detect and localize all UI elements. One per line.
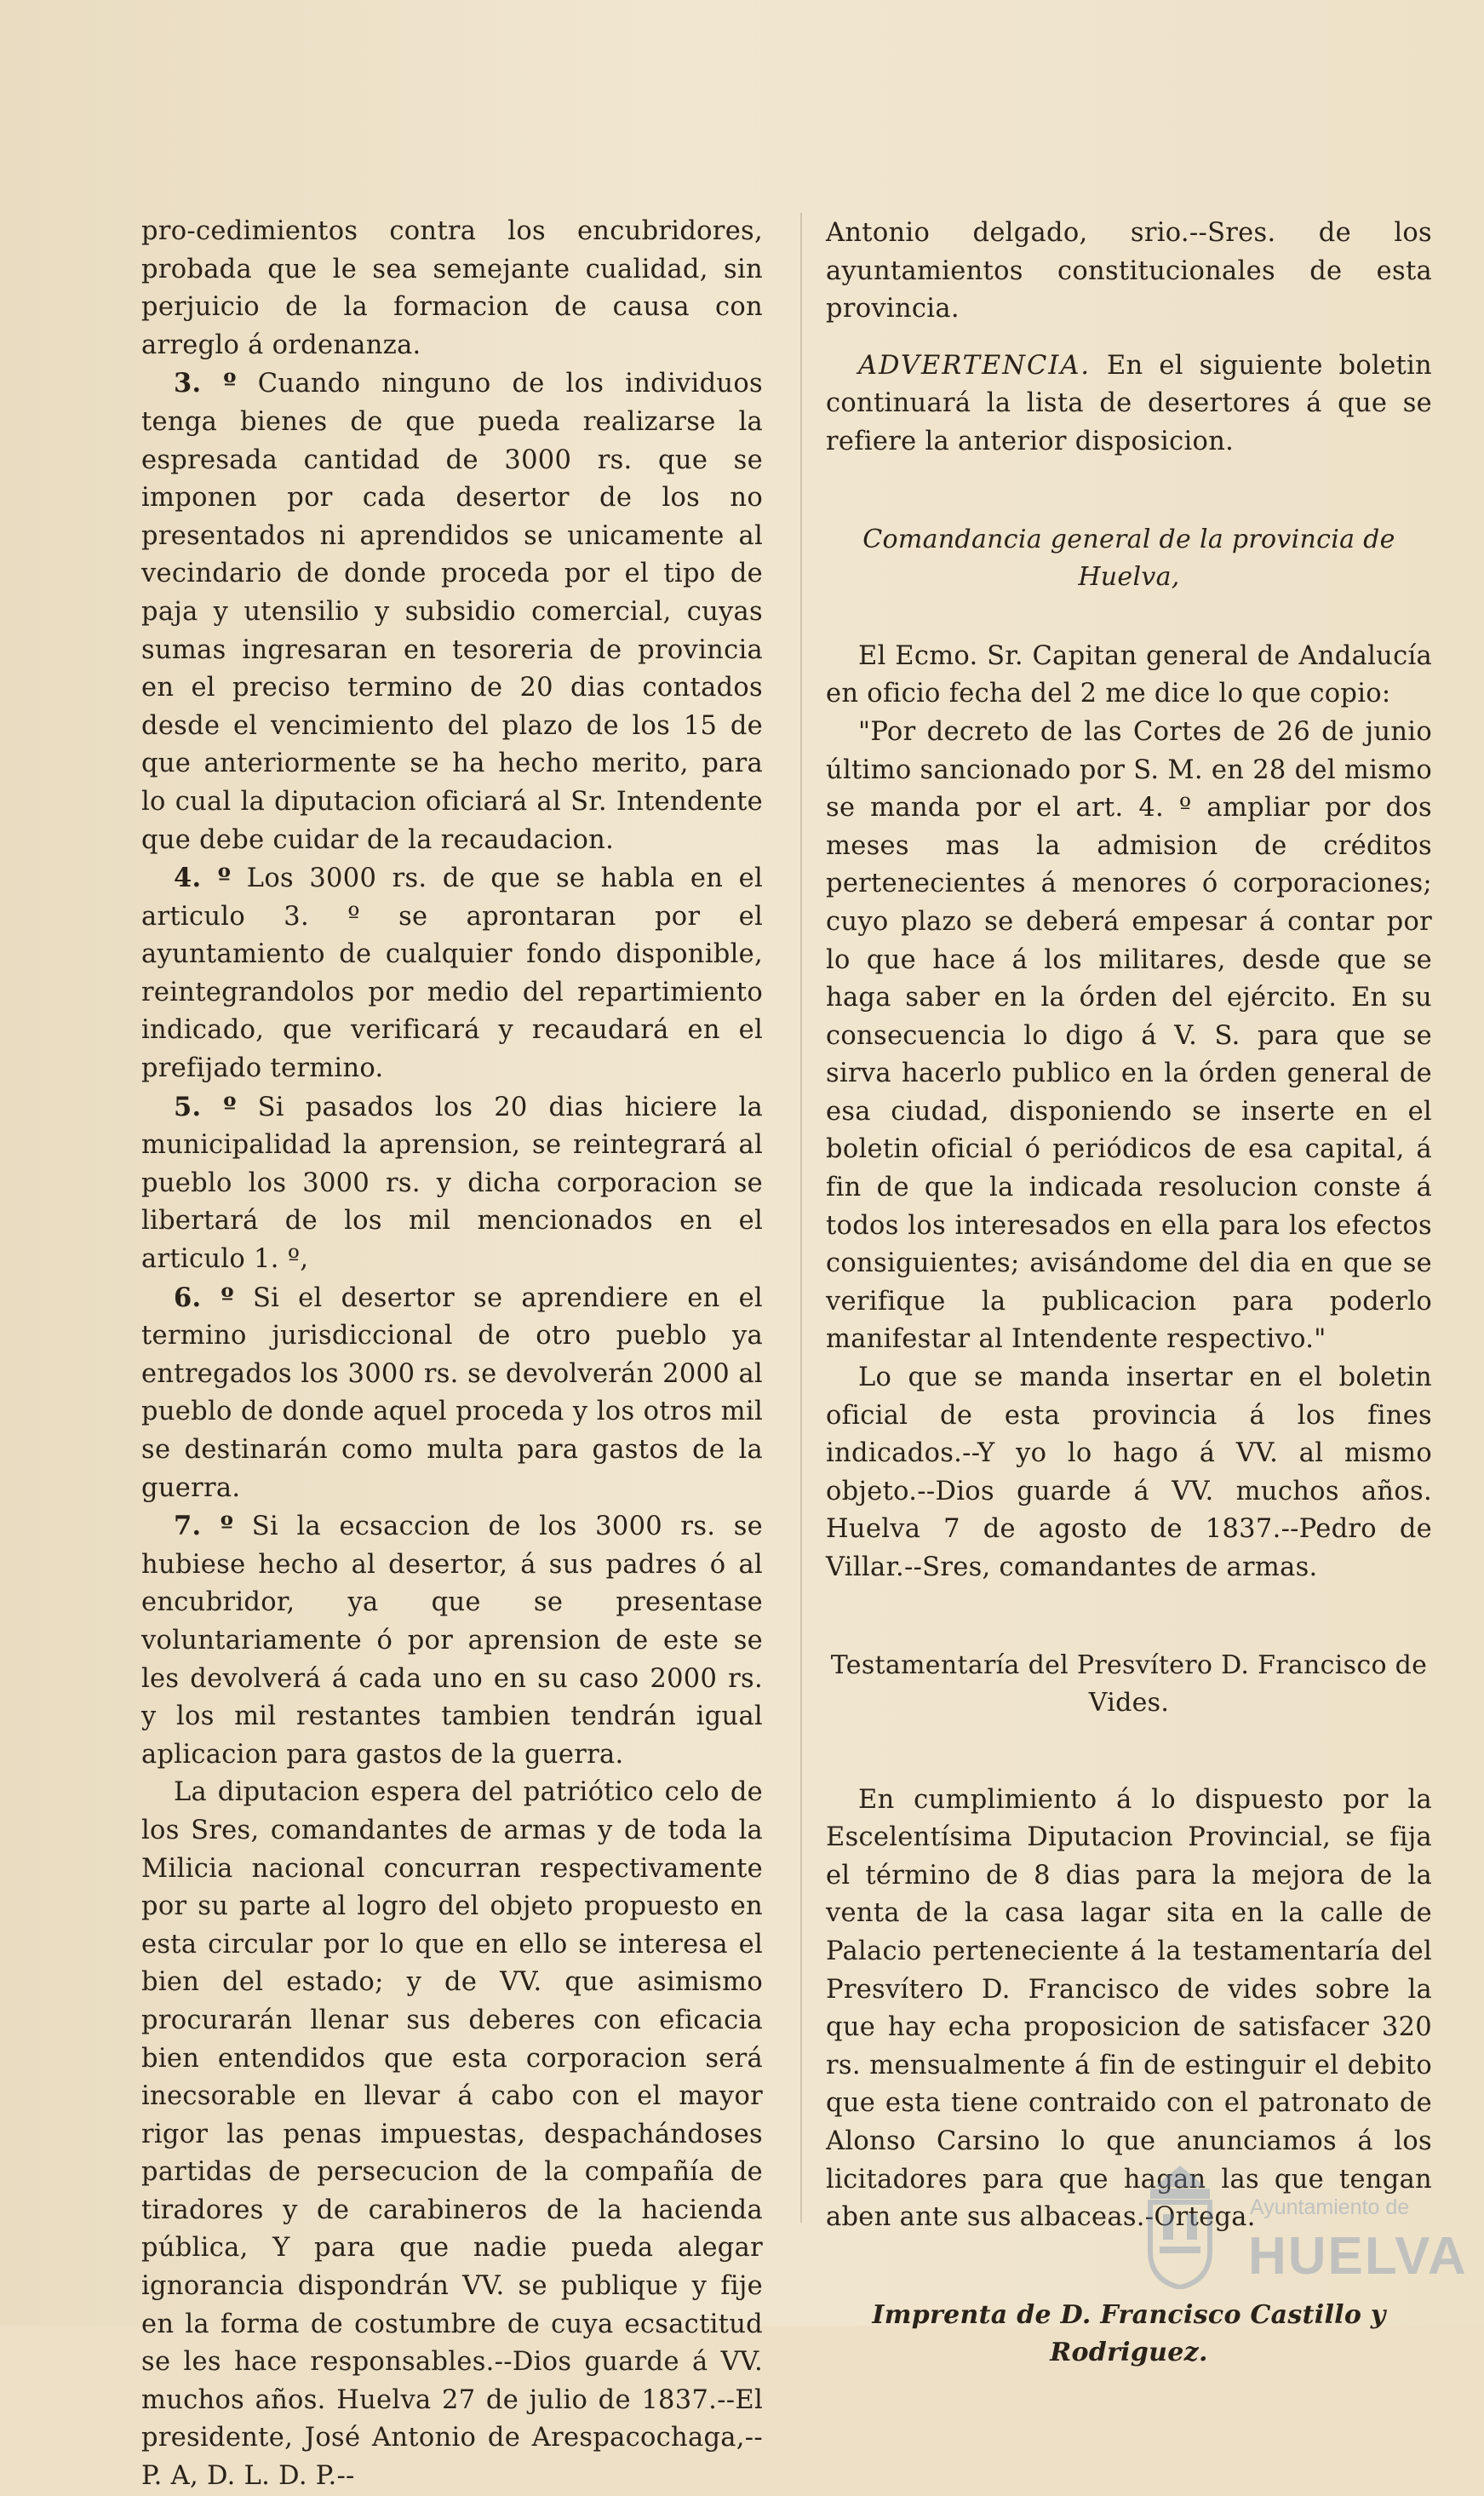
spacer	[826, 1587, 1432, 1647]
spacer	[826, 462, 1432, 521]
article-7-number: 7. º	[174, 1511, 234, 1542]
signature-continuation: Antonio delgado, srio.--Sres. de los ayuntamientos constitucionales de esta provincia.	[826, 218, 1432, 324]
comandancia-heading: Comandancia general de la provincia de Huelva,	[862, 524, 1395, 593]
spacer	[826, 597, 1432, 638]
right-column	[826, 215, 1432, 2373]
comandancia-paragraph-3: Lo que se manda insertar en el boletin oficial de esta provincia á los fines indicados.--Y yo lo hago á VV. al mismo objeto.--Dios guarde á VV. muchos años. Huelva 7 de agosto de 1837.--Pedro de Villar.--Sres, comandantes de armas.	[826, 1363, 1432, 1582]
article-5	[141, 1088, 763, 1279]
left-closing-paragraph: La diputacion espera del patriótico celo de los Sres, comandantes de armas y de toda la Milicia nacional concurran respectivamente por su parte al logro del objeto propuesto en esta circular por lo que en ello se interesa el bien del estado; y de VV. que asimismo procurarán llenar sus deberes con eficacia bien entendidos que esta corporacion será inecsorable en llevar á cabo con el mayor rigor las penas impuestas, despachándoses partidas de persecucion de la compañía de tiradores y de carabineros de la hacienda pública, Y para que nadie pueda alegar ignorancia dispondrán VV. se publique y fije en la forma de costumbre de cuya ecsactitud se les hace responsables.--Dios guarde á VV. muchos años. Huelva 27 de julio de 1837.--El presidente, José Antonio de Arespacochaga,--P. A, D. L. D. P.--	[141, 1777, 763, 2492]
article-4-number: 4. º	[174, 863, 232, 894]
left-column	[141, 213, 763, 2496]
spacer	[826, 1722, 1432, 1782]
left-paragraph-1: pro-cedimientos contra los encubridores, probada que le sea semejante cualidad, sin perjuicio de la formacion de causa con arreglo á ordenanza.	[141, 216, 763, 360]
article-6-text: Si el desertor se aprendiere en el termino jurisdiccional de otro pueblo ya entregados los 3000 rs. se devolverán 2000 al pueblo de donde aquel proceda y los otros mil se destinarán como multa para gastos de la guerra.	[141, 1282, 763, 1503]
article-7-text: Si la ecsaccion de los 3000 rs. se hubiese hecho al desertor, á sus padres ó al encubridor, ya que se presentase voluntariamente ó por aprension de este se les devolverá á cada uno en su caso 2000 rs. y los mil restantes tambien tendrán igual aplicacion para gastos de la guerra.	[141, 1512, 763, 1770]
article-4-text: Los 3000 rs. de que se habla en el articulo 3. º se aprontaran por el ayuntamiento de cualquier fondo disponible, reintegrandolos por medio del repartimiento indicado, que verificará y recaudará en el prefijado termino.	[141, 864, 763, 1084]
article-6-number: 6. º	[174, 1282, 234, 1313]
article-7	[141, 1507, 763, 1774]
advertencia-text: En el siguiente boletin continuará la lista de desertores á que se refiere la anterior disposicion.	[826, 350, 1433, 456]
comandancia-paragraph-1: El Ecmo. Sr. Capitan general de Andalucía en oficio fecha del 2 me dice lo que copio:	[826, 640, 1432, 709]
testamentaria-paragraph: En cumplimiento á lo dispuesto por la Escelentísima Diputacion Provincial, se fija el término de 8 dias para la mejora de la venta de la casa lagar sita en la calle de Palacio perteneciente á la testamentaría del Presvítero D. Francisco de vides sobre la que hay echa proposicion de satisfacer 320 rs. mensualmente á fin de estinguir el debito que esta tiene contraido con el patronato de Alonso Carsino lo que anunciamos á los licitadores para que hagan las que tengan aben ante sus albaceas.-Ortega.	[826, 1784, 1432, 2233]
article-6	[141, 1279, 763, 1508]
printer-credit: Imprenta de D. Francisco Castillo y Rodriguez.	[872, 2299, 1386, 2368]
spacer	[826, 329, 1432, 347]
article-3-number: 3. º	[174, 368, 237, 399]
watermark-line-2: HUELVA	[1248, 2227, 1468, 2286]
archive-watermark	[1129, 2153, 1468, 2306]
advertencia-label: ADVERTENCIA.	[858, 350, 1092, 381]
article-5-text: Si pasados los 20 dias hiciere la municipalidad la aprension, se reintegrará al pueblo los 3000 rs. y dicha corporacion se libertará de los mil mencionados en el articulo 1. º,	[141, 1092, 763, 1275]
article-3	[141, 364, 763, 859]
article-5-number: 5. º	[174, 1091, 237, 1122]
comandancia-paragraph-2: "Por decreto de las Cortes de 26 de junio último sancionado por S. M. en 28 del mismo se manda por el art. 4. º ampliar por dos meses mas la admision de créditos pertenecientes á menores ó corporaciones; cuyo plazo se deberá empesar á contar por lo que hace á los militares, desde que se haga saber en la órden del ejército. En su consecuencia lo digo á V. S. para que se sirva hacerlo publico en la órden general de esa ciudad, disponiendo se inserte en el boletin oficial ó periódicos de esa capital, á fin de que la indicada resolucion conste á todos los interesados en ella para los efectos consiguientes; avisándome del dia en que se verifique la publicacion para poderlo manifestar al Intendente respectivo."	[826, 716, 1432, 1355]
testamentaria-heading: Testamentaría del Presvítero D. Francisco de Vides.	[830, 1650, 1428, 1718]
article-3-text: Cuando ninguno de los individuos tenga bienes de que pueda realizarse la espresada cantidad de 3000 rs. que se imponen por cada desertor de los no presentados ni aprendidos se unicamente al vecindario de donde proceda por el tipo de paja y utensilio y subsidio comercial, cuyas sumas ingresaran en tesoreria de provincia en el preciso termino de 20 dias contados desde el vencimiento del plazo de los 15 de que anteriormente se ha hecho merito, para lo cual la diputacion oficiará al Sr. Intendente que debe cuidar de la recaudacion.	[141, 369, 763, 855]
coat-of-arms-icon	[1137, 2161, 1223, 2289]
watermark-line-1: Ayuntamiento de	[1250, 2195, 1410, 2219]
article-4	[141, 859, 763, 1088]
column-divider	[800, 213, 802, 2223]
advertencia-paragraph	[826, 347, 1432, 462]
